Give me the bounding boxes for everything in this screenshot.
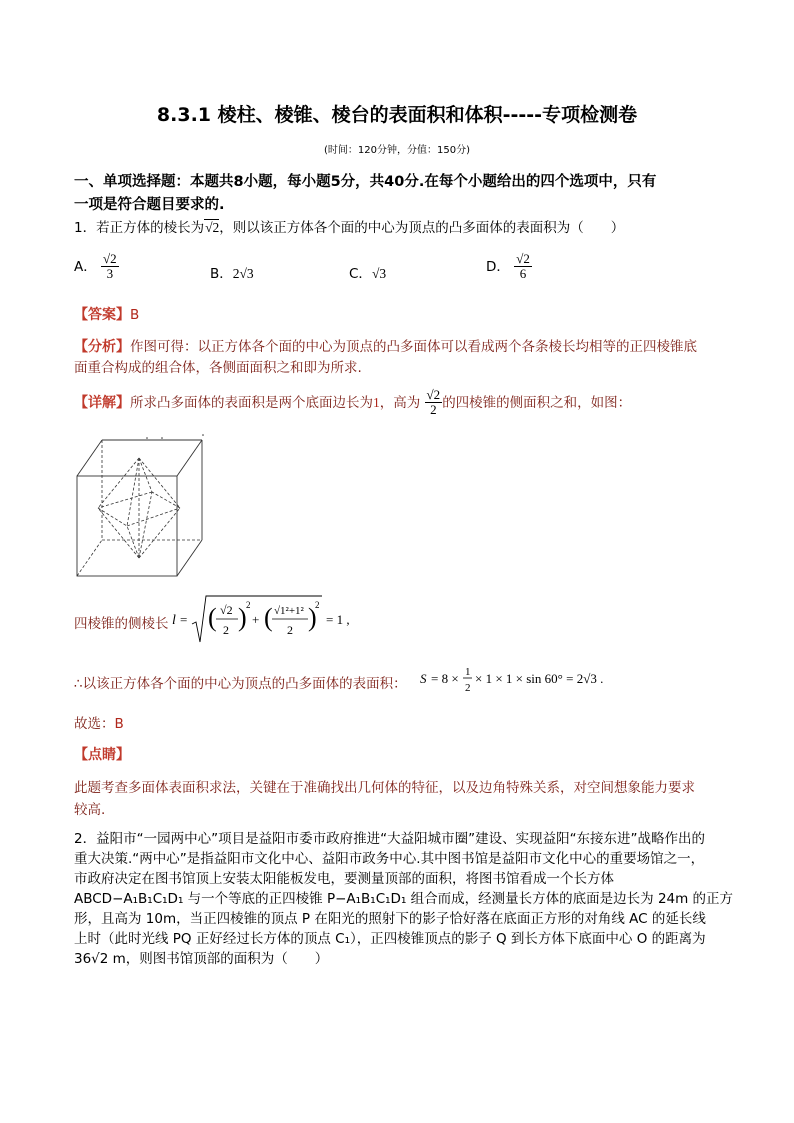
q2-line5: 形，且高为 10m，当正四棱锥的顶点 P 在阳光的照射下的影子恰好落在底面正方形的对角线 AC 的延长线 <box>74 911 706 927</box>
q1-option-b <box>210 262 254 282</box>
cube-octahedron-figure <box>72 430 212 580</box>
detail-text-b: ，高为 <box>379 394 421 411</box>
svg-text:2: 2 <box>246 600 251 610</box>
svg-text:+: + <box>252 612 260 627</box>
detail-tag: 【详解】 <box>74 394 130 411</box>
q1-option-d <box>486 252 532 282</box>
option-b-label: B． <box>210 266 233 282</box>
svg-text:2: 2 <box>315 600 320 610</box>
svg-text:S: S <box>420 671 427 686</box>
q2-line2: 重大决策.“两中心”是指益阳市文化中心、益阳市政务中心.其中图书馆是益阳市文化中心的重要场馆之一， <box>74 851 705 867</box>
q2-line7: 36√2 m，则图书馆顶部的面积为（ ） <box>74 951 329 967</box>
q2-line3: 市政府决定在图书馆顶上安装太阳能板发电，要测量顶部的面积，将图书馆看成一个长方体 <box>74 871 614 887</box>
lateral-edge-label <box>74 612 169 632</box>
q2-line1: 2．益阳市“一园两中心”项目是益阳市委市政府推进“大益阳城市圈”建设、实现益阳“东接东进”战略作出的 <box>74 831 706 847</box>
option-a-numerator: √2 <box>103 251 117 266</box>
select-answer: B <box>114 716 124 732</box>
q1-analysis-line1 <box>74 335 697 356</box>
detail-one: 1 <box>373 394 380 410</box>
option-a-fraction <box>101 252 119 282</box>
q1-option-c <box>349 262 386 282</box>
svg-text:= 8 ×: = 8 × <box>431 671 459 686</box>
q1-stem-text-a: 1．若正方体的棱长为 <box>74 220 205 236</box>
svg-text:√1²+1²: √1²+1² <box>274 605 304 617</box>
detail-text-a: 所求凸多面体的表面积是两个底面边长为 <box>130 394 373 411</box>
q1-stem-text-b: ，则以该正方体各个面的中心为顶点的凸多面体的表面积为（ ） <box>219 220 625 236</box>
svg-text:): ) <box>238 603 247 632</box>
svg-text:2: 2 <box>223 623 229 637</box>
page-subtitle: (时间：120分钟，分值：150分) <box>324 145 470 156</box>
q2-line6: 上时（此时光线 PQ 正好经过长方体的顶点 C₁），正四棱锥顶点的影子 Q 到长方体下底面中心 O 的距离为 <box>74 931 706 947</box>
comment-tag: 【点睛】 <box>74 747 130 763</box>
option-d-denominator: 6 <box>519 266 527 282</box>
section-heading-line2: 一项是符合题目要求的. <box>74 197 225 213</box>
option-b-value: 2√3 <box>232 266 254 281</box>
q1-stem-radical: √2 <box>205 220 220 235</box>
svg-text:l: l <box>172 613 176 628</box>
q1-detail <box>74 388 631 418</box>
comment-line2: 较高. <box>74 802 106 818</box>
svg-text:(: ( <box>208 603 217 632</box>
svg-text:=: = <box>180 612 188 627</box>
q1-stem <box>74 216 624 236</box>
select-label: 故选： <box>74 716 115 732</box>
page-title: 8.3.1 棱柱、棱锥、棱台的表面积和体积-----专项检测卷 <box>156 104 638 126</box>
svg-text:): ) <box>308 603 317 632</box>
q1-answer <box>74 304 139 324</box>
option-d-fraction <box>514 252 532 282</box>
svg-text:× 1 × 1 × sin 60° = 2√3 .: × 1 × 1 × sin 60° = 2√3 . <box>475 671 604 686</box>
q2-line4: ABCD−A₁B₁C₁D₁ 与一个等底的正四棱锥 P−A₁B₁C₁D₁ 组合而成，经测量长方体的底面是边长为 24m 的正方 <box>74 891 734 907</box>
q1-option-a <box>74 252 119 282</box>
option-c-label: C． <box>349 266 372 282</box>
option-d-label: D． <box>486 258 510 275</box>
svg-text:(: ( <box>264 603 273 632</box>
svg-text:2: 2 <box>465 682 471 694</box>
detail-text-c: 的四棱锥的侧面积之和，如图： <box>442 394 632 411</box>
detail-denominator: 2 <box>430 402 437 418</box>
option-d-numerator: √2 <box>516 251 530 266</box>
svg-text:2: 2 <box>287 623 293 637</box>
svg-text:1: 1 <box>465 666 471 678</box>
svg-text:√2: √2 <box>220 603 233 617</box>
conclusion-formula <box>420 663 610 697</box>
conclusion-label: ∴以该正方体各个面的中心为顶点的凸多面体的表面积： <box>74 676 407 692</box>
section-heading-line1: 一、单项选择题：本题共8小题，每小题5分，共40分.在每个小题给出的四个选项中，只有 <box>74 174 657 190</box>
svg-text:= 1 ,: = 1 , <box>326 612 350 627</box>
answer-tag: 【答案】 <box>74 307 130 323</box>
lateral-edge-formula <box>172 594 352 646</box>
answer-value: B <box>130 307 140 323</box>
detail-numerator: √2 <box>426 387 441 402</box>
option-a-denominator: 3 <box>106 266 114 282</box>
comment-line1: 此题考查多面体表面积求法，关键在于准确找出几何体的特征，以及边角特殊关系，对空间想象能力要求 <box>74 780 695 796</box>
analysis-text-2: 面重合构成的组合体，各侧面面积之和即为所求. <box>74 360 362 376</box>
detail-fraction <box>425 388 443 418</box>
analysis-text-1: 作图可得：以正方体各个面的中心为顶点的凸多面体可以看成两个各条棱长均相等的正四棱锥底 <box>130 339 697 355</box>
lateral-edge-text: 四棱锥的侧棱长 <box>74 616 169 632</box>
select-line <box>74 712 124 732</box>
option-a-label: A． <box>74 258 97 275</box>
option-c-value: √3 <box>371 266 387 281</box>
analysis-tag: 【分析】 <box>74 339 130 355</box>
